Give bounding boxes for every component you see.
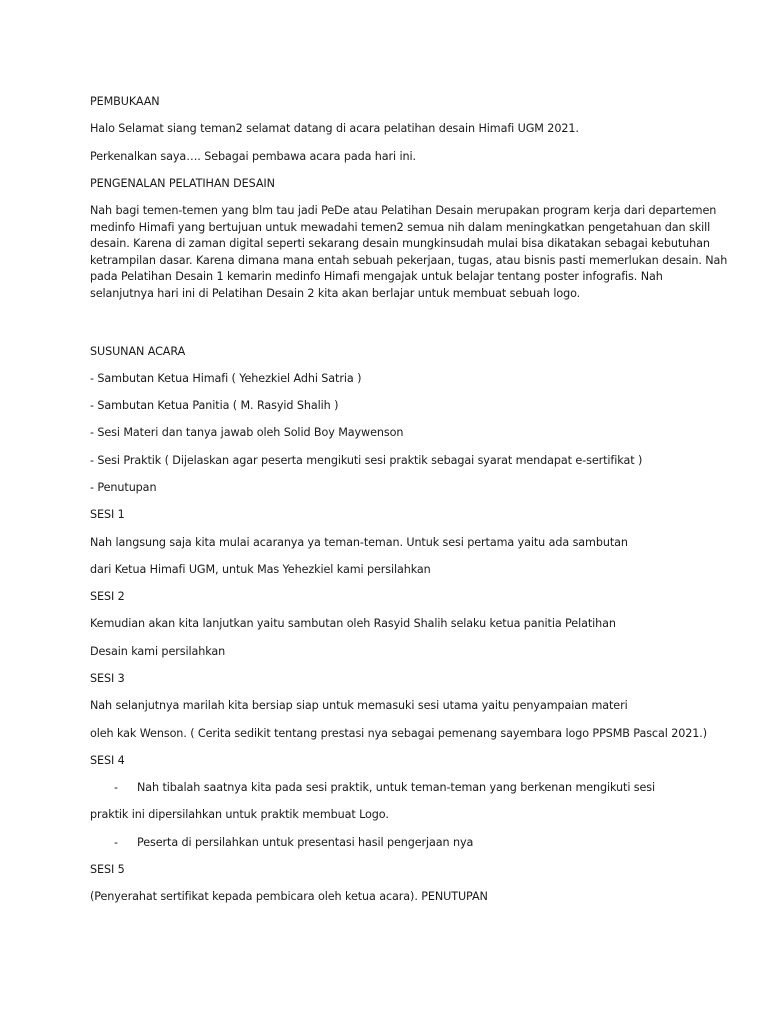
- sesi2-line: Desain kami persilahkan: [90, 645, 226, 658]
- sesi3-heading: SESI 3: [90, 672, 125, 685]
- sesi1-heading: SESI 1: [90, 508, 125, 521]
- pengenalan-line: Nah bagi temen-temen yang blm tau jadi PeDe atau Pelatihan Desain merupakan program kerja dari departemen: [90, 204, 717, 217]
- susunan-heading: SUSUNAN ACARA: [90, 345, 186, 358]
- sesi3-line: oleh kak Wenson. ( Cerita sedikit tentang prestasi nya sebagai pemenang sayembara logo PPSMB Pascal 2021.): [90, 727, 707, 740]
- sesi4-bullet-dash: -: [114, 836, 119, 849]
- pembukaan-heading: PEMBUKAAN: [90, 95, 160, 108]
- pengenalan-paragraph: [90, 203, 728, 302]
- sesi1-line: Nah langsung saja kita mulai acaranya ya teman-teman. Untuk sesi pertama yaitu ada sambutan: [90, 536, 628, 549]
- pengenalan-line: pada Pelatihan Desain 1 kemarin medinfo Himafi mengajak untuk belajar tentang poster infografis. Nah: [90, 270, 663, 283]
- sesi4-bullet-dash: -: [114, 781, 119, 794]
- pengenalan-line: medinfo Himafi yang bertujuan untuk mewadahi temen2 semua nih dalam meningkatkan pengetahuan dan skill: [90, 220, 711, 234]
- sesi4-bullet-continuation: praktik ini dipersilahkan untuk praktik membuat Logo.: [90, 808, 389, 821]
- sesi4-bullet-item: Peserta di persilahkan untuk presentasi hasil pengerjaan nya: [137, 836, 474, 849]
- susunan-item: - Penutupan: [90, 481, 157, 494]
- susunan-item: - Sambutan Ketua Panitia ( M. Rasyid Shalih ): [90, 399, 339, 412]
- sesi2-line: Kemudian akan kita lanjutkan yaitu sambutan oleh Rasyid Shalih selaku ketua panitia Pelatihan: [90, 617, 616, 630]
- sesi5-heading: SESI 5: [90, 863, 125, 876]
- sesi4-bullet-item: Nah tibalah saatnya kita pada sesi praktik, untuk teman-teman yang berkenan mengikuti sesi: [137, 781, 656, 794]
- sesi4-heading: SESI 4: [90, 754, 125, 767]
- pengenalan-heading: PENGENALAN PELATIHAN DESAIN: [90, 177, 275, 190]
- sesi1-line: dari Ketua Himafi UGM, untuk Mas Yehezkiel kami persilahkan: [90, 563, 431, 576]
- sesi3-line: Nah selanjutnya marilah kita bersiap siap untuk memasuki sesi utama yaitu penyampaian materi: [90, 699, 628, 712]
- sesi5-line: (Penyerahat sertifikat kepada pembicara oleh ketua acara). PENUTUPAN: [90, 890, 488, 903]
- pengenalan-line: desain. Karena di zaman digital seperti sekarang desain mungkinsudah mulai bisa dikatakan sebagai kebutuhan: [90, 237, 710, 250]
- pengenalan-line: ketrampilan dasar. Karena dimana mana entah sebuah pekerjaan, tugas, atau bisnis pasti memerlukan desain. Nah: [90, 253, 728, 267]
- susunan-item: - Sambutan Ketua Himafi ( Yehezkiel Adhi Satria ): [90, 372, 362, 385]
- sesi2-heading: SESI 2: [90, 590, 125, 603]
- pembukaan-introduction: Perkenalkan saya…. Sebagai pembawa acara pada hari ini.: [90, 150, 416, 163]
- susunan-item: - Sesi Materi dan tanya jawab oleh Solid Boy Maywenson: [90, 426, 404, 439]
- pengenalan-line: selanjutnya hari ini di Pelatihan Desain 2 kita akan berlajar untuk membuat sebuah logo.: [90, 286, 581, 300]
- susunan-item: - Sesi Praktik ( Dijelaskan agar peserta mengikuti sesi praktik sebagai syarat mendapat e-sertifikat ): [90, 454, 643, 467]
- pembukaan-greeting: Halo Selamat siang teman2 selamat datang di acara pelatihan desain Himafi UGM 2021.: [90, 122, 579, 135]
